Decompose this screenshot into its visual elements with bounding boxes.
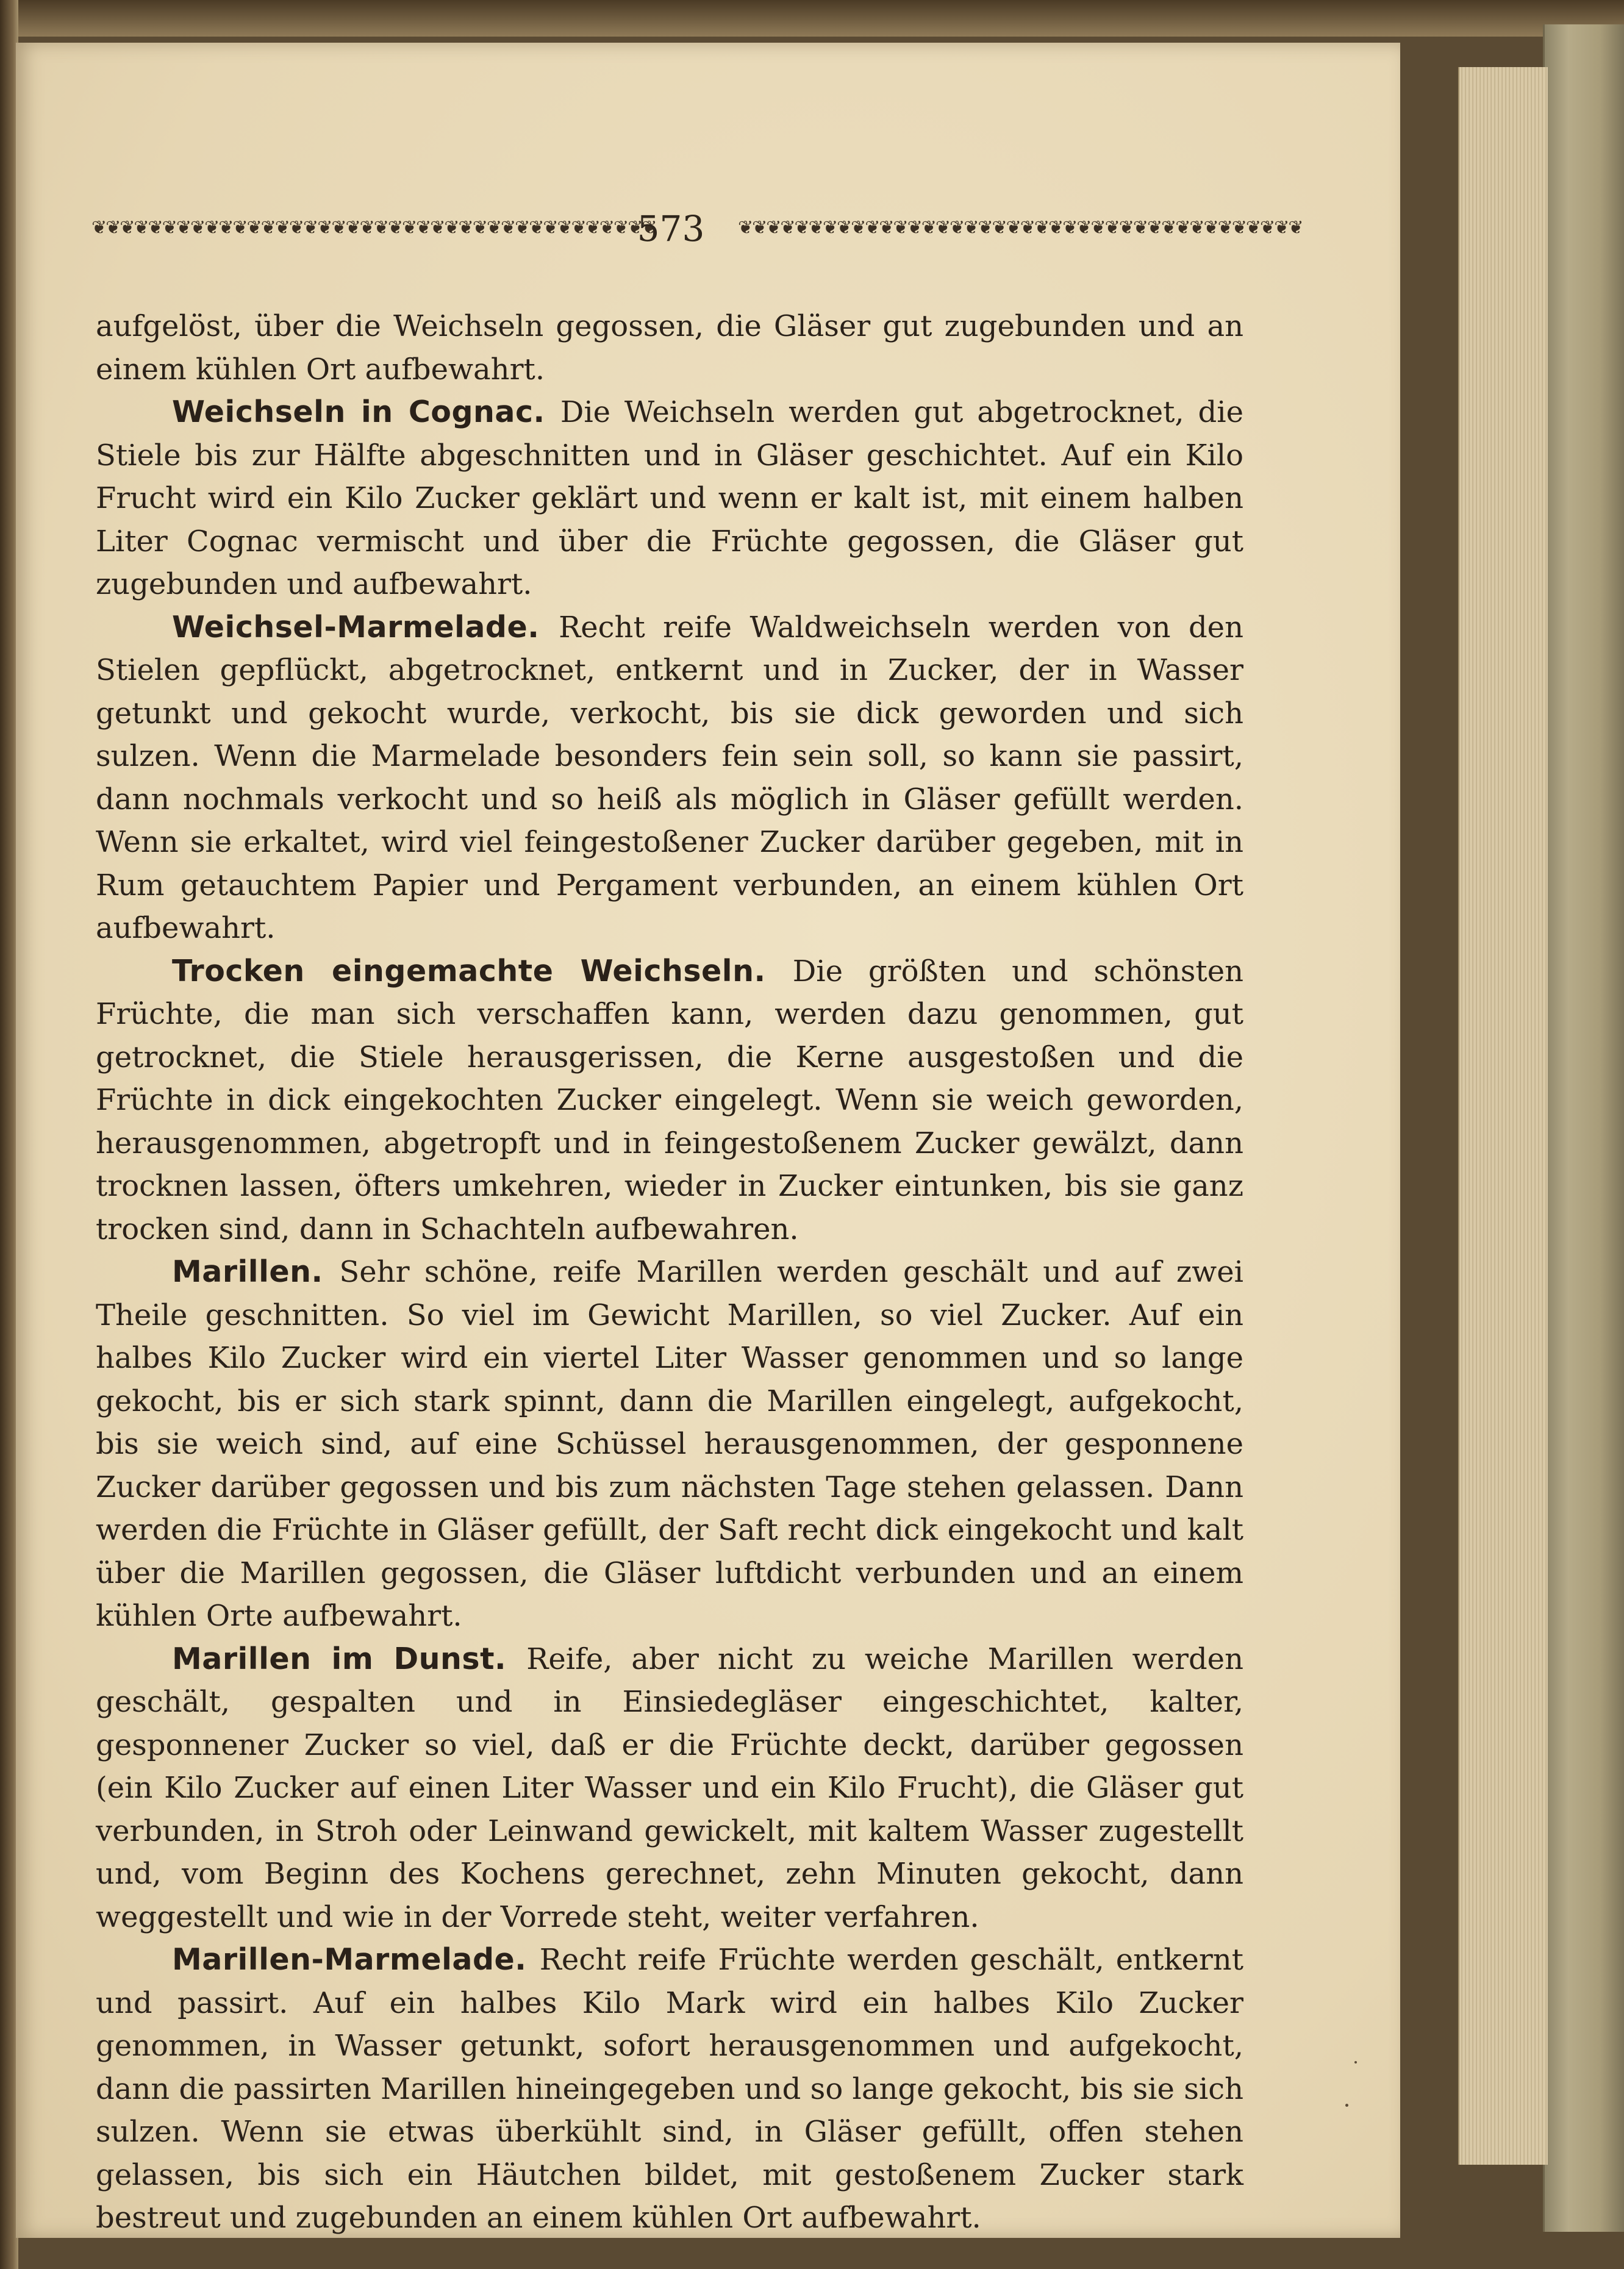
recipe-text: Recht reife Waldweichseln werden von den Stielen gepflückt, abgetrocknet, entkernt und in Zucker, der in Wasser getunkt und gekocht wurde, verkocht, bis sie dick geworden und sich sulzen. Wenn die Marmelade besonders fein sein soll, so kann sie passirt, dann nochmals verkocht und so heiß als möglich in Gläser gefüllt werden. Wenn sie erkaltet, wird viel feingestoßener Zucker darüber gegeben, mit in Rum getauchtem Papier und Pergament verbunden, an einem kühlen Ort aufbewahrt.: [96, 610, 1244, 945]
paper-speck: [1354, 2061, 1357, 2064]
recipe-text: Die Weichseln werden gut abgetrocknet, die Stiele bis zur Hälfte abgeschnitten und in Gläser geschichtet. Auf ein Kilo Frucht wird ein Kilo Zucker geklärt und wenn er kalt ist, mit einem halben Liter Cognac vermischt und über die Früchte gegossen, die Gläser gut zugebunden und aufbewahrt.: [96, 395, 1244, 601]
header-ornament-left: ❦❦❦❦❦❦❦❦❦❦❦❦❦❦❦❦❦❦❦❦❦❦❦❦❦❦❦❦❦❦❦❦❦❦❦❦❦❦❦❦: [91, 217, 656, 238]
recipe-title: Weichsel-Marmelade.: [172, 609, 540, 645]
paragraph-text: aufgelöst, über die Weichseln gegossen, die Gläser gut zugebunden und an einem kühlen Ort aufbewahrt.: [96, 309, 1243, 387]
recipe-title: Marillen-Marmelade.: [172, 1942, 527, 1977]
recipe-trocken-eingemachte-weichseln: [96, 950, 1243, 1251]
page-stack-edges: [1458, 67, 1548, 2165]
recipe-text: Reife, aber nicht zu weiche Marillen werden geschält, gespalten und in Einsiedegläser eingeschichtet, kalter, gesponnener Zucker so viel, daß er die Früchte deckt, darüber gegossen (ein Kilo Zucker auf einen Liter Wasser und ein Kilo Frucht), die Gläser gut verbunden, in Stroh oder Leinwand gewickelt, mit kaltem Wasser zugestellt und, vom Beginn des Kochens gerechnet, zehn Minuten gekocht, dann weggestellt und wie in der Vorrede steht, weiter verfahren.: [96, 1642, 1244, 1934]
book-cover-edge: [1543, 24, 1624, 2232]
recipe-marillen-marmelade: [96, 1938, 1243, 2240]
recipe-text: Recht reife Früchte werden geschält, entkernt und passirt. Auf ein halbes Kilo Mark wird ein halbes Kilo Zucker genommen, in Wasser getunkt, sofort herausgenommen und aufgekocht, dann die passirten Marillen hineingegeben und so lange gekocht, bis sie sich sulzen. Wenn sie etwas überkühlt sind, in Gläser gefüllt, offen stehen gelassen, bis sich ein Häutchen bildet, mit gestoßenem Zucker stark bestreut und zugebunden an einem kühlen Ort aufbewahrt.: [96, 1943, 1244, 2235]
recipe-text: Sehr schöne, reife Marillen werden geschält und auf zwei Theile geschnitten. So viel im Gewicht Marillen, so viel Zucker. Auf ein halbes Kilo Zucker wird ein viertel Liter Wasser genommen und so lange gekocht, bis er sich stark spinnt, dann die Marillen eingelegt, aufgekocht, bis sie weich sind, auf eine Schüssel herausgenommen, der gesponnene Zucker darüber gegossen und bis zum nächsten Tage stehen gelassen. Dann werden die Früchte in Gläser gefüllt, der Saft recht dick eingekocht und kalt über die Marillen gegossen, die Gläser luftdicht verbunden und an einem kühlen Orte aufbewahrt.: [96, 1255, 1244, 1633]
book-binding-top: [0, 0, 1624, 37]
page-body: [96, 305, 1243, 2240]
recipe-marillen: [96, 1251, 1243, 1638]
recipe-title: Marillen im Dunst.: [172, 1641, 507, 1676]
recipe-title: Trocken eingemachte Weichseln.: [172, 953, 766, 988]
recipe-title: Marillen.: [172, 1254, 323, 1289]
page-number: 573: [637, 208, 705, 249]
paper-speck: [1345, 2104, 1348, 2107]
header-ornament-right: ❦❦❦❦❦❦❦❦❦❦❦❦❦❦❦❦❦❦❦❦❦❦❦❦❦❦❦❦❦❦❦❦❦❦❦❦❦❦❦❦: [738, 217, 1303, 238]
recipe-text: Die größten und schönsten Früchte, die man sich verschaffen kann, werden dazu genommen, gut getrocknet, die Stiele herausgerissen, die Kerne ausgestoßen und die Früchte in dick eingekochten Zucker eingelegt. Wenn sie weich geworden, herausgenommen, abgetropft und in feingestoßenem Zucker gewälzt, dann trocknen lassen, öfters umkehren, wieder in Zucker eintunken, bis sie ganz trocken sind, dann in Schachteln aufbewahren.: [96, 954, 1244, 1246]
recipe-weichsel-marmelade: [96, 606, 1243, 950]
paragraph-continuation: [96, 305, 1243, 391]
recipe-marillen-im-dunst: [96, 1638, 1243, 1939]
page-header: [91, 207, 1303, 250]
recipe-title: Weichseln in Cognac.: [172, 395, 545, 429]
recipe-weichseln-in-cognac: [96, 391, 1243, 606]
